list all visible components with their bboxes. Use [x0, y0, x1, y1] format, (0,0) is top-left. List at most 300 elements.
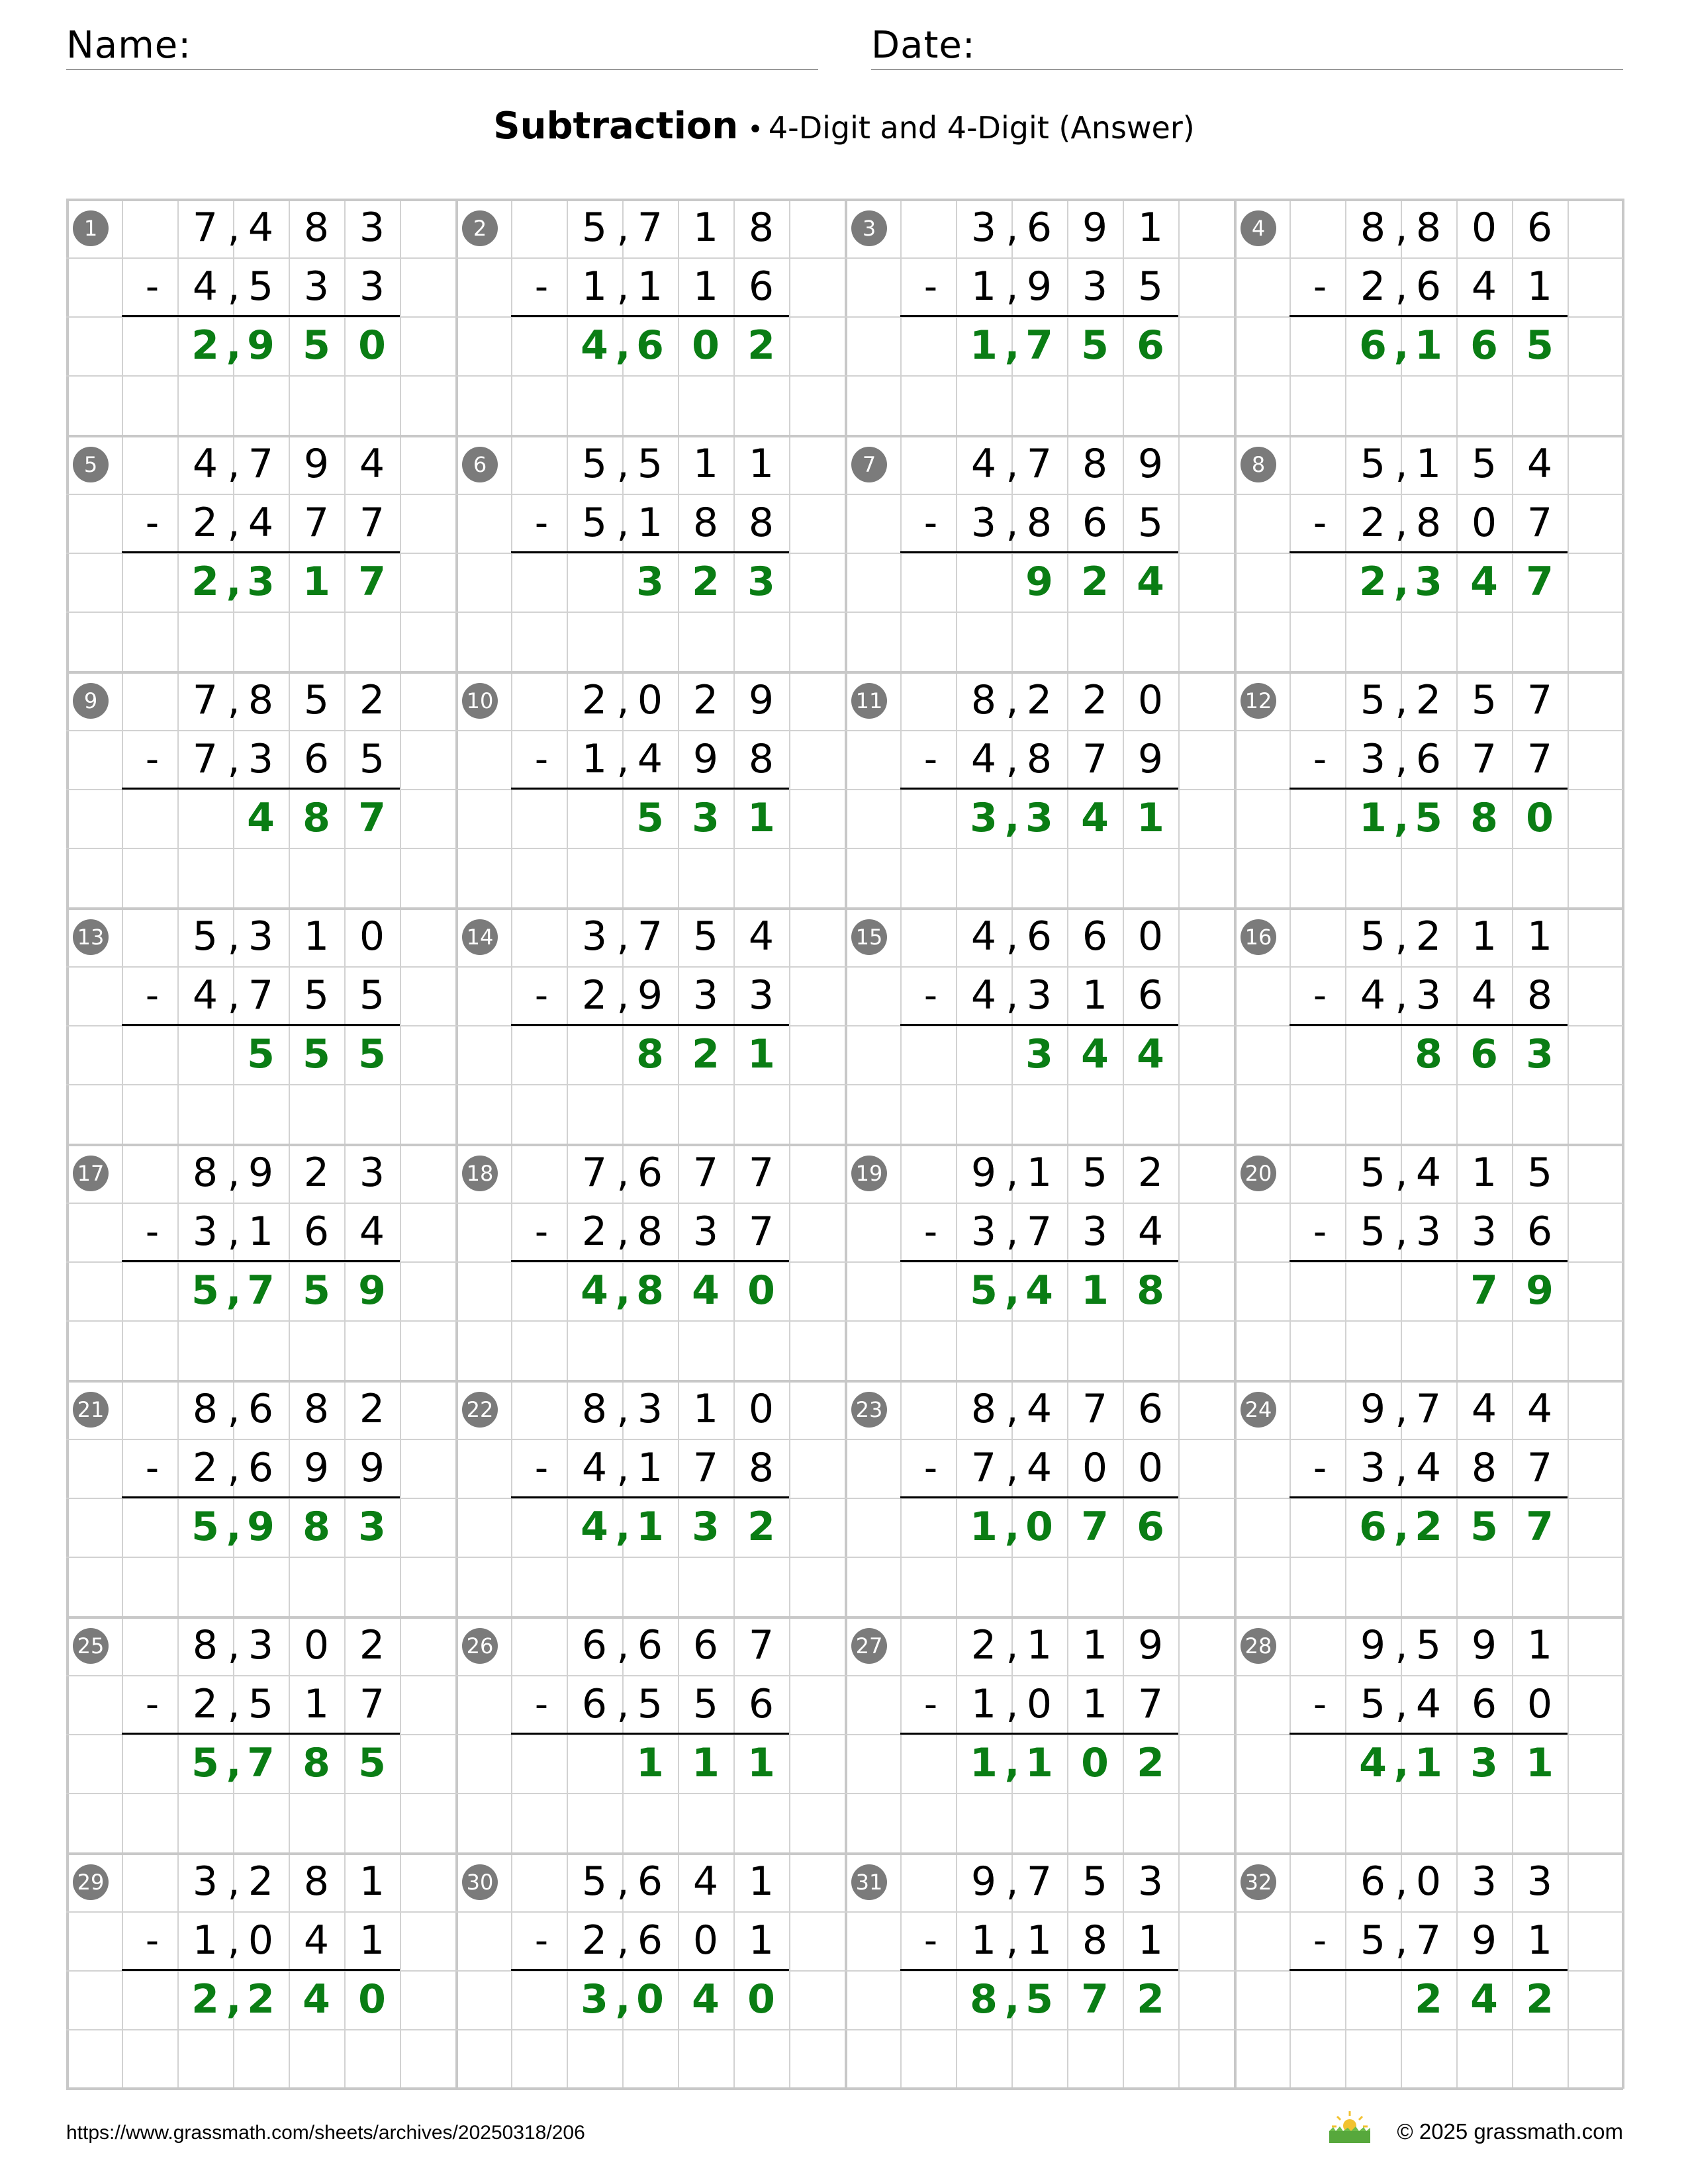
digit: 1: [1137, 205, 1164, 251]
digit: 5: [1471, 677, 1497, 723]
digit: 7: [192, 736, 218, 782]
thousands-comma: ,: [1395, 263, 1408, 310]
digit: 2: [1360, 263, 1386, 310]
digit: 0: [1137, 1445, 1164, 1491]
problem-3: [845, 199, 1234, 435]
thousands-comma: ,: [227, 441, 240, 487]
digit: 9: [1137, 1622, 1164, 1668]
minus-sign: -: [923, 502, 938, 545]
digit: 1: [1526, 263, 1553, 310]
digit: 2: [191, 559, 219, 605]
thousands-comma: ,: [227, 263, 240, 310]
answer: [1345, 1498, 1623, 1557]
digit: 3: [248, 913, 274, 960]
problem-22: [455, 1380, 845, 1616]
digit: 1: [303, 559, 330, 605]
answer: [177, 316, 455, 375]
thousands-comma: ,: [1006, 1858, 1019, 1905]
digit: 2: [1137, 1976, 1164, 2023]
digit: 4: [748, 913, 774, 960]
minuend: [567, 435, 845, 494]
subtrahend: [956, 1675, 1234, 1734]
answer: [177, 1025, 455, 1084]
thousands-comma: ,: [1006, 1917, 1019, 1964]
digit: 0: [747, 1976, 775, 2023]
digit: 2: [1360, 500, 1386, 546]
digit: 0: [747, 1267, 775, 1314]
digit: 0: [1082, 1445, 1108, 1491]
digit: 6: [692, 1622, 719, 1668]
digit: 8: [1137, 1267, 1164, 1314]
digit: 1: [970, 1681, 997, 1727]
digit: 4: [1137, 1031, 1164, 1077]
thousands-comma: ,: [1393, 795, 1409, 841]
minus-sign: -: [1313, 502, 1327, 545]
digit: 3: [970, 1208, 997, 1255]
problem-number-badge: 31: [851, 1864, 887, 1900]
digit: 9: [303, 441, 330, 487]
digit: 7: [637, 913, 663, 960]
digit: 1: [692, 1740, 720, 1786]
digit: 4: [359, 1208, 385, 1255]
digit: 8: [1470, 795, 1498, 841]
thousands-comma: ,: [615, 1976, 631, 2023]
digit: 0: [748, 1386, 774, 1432]
answer: [1345, 1025, 1623, 1084]
problem-17: [66, 1144, 455, 1380]
digit: 6: [303, 736, 330, 782]
problem-14: [455, 907, 845, 1144]
thousands-comma: ,: [1393, 322, 1409, 369]
digit: 0: [636, 1976, 664, 2023]
minuend: [956, 1144, 1234, 1203]
thousands-comma: ,: [616, 1208, 630, 1255]
minus-sign: -: [1313, 1683, 1327, 1726]
minuend: [956, 435, 1234, 494]
digit: 2: [359, 677, 385, 723]
problem-29: [66, 1852, 455, 2089]
digit: 9: [692, 736, 719, 782]
answer: [177, 1498, 455, 1557]
digit: 1: [1026, 1622, 1053, 1668]
digit: 3: [248, 736, 274, 782]
digit: 2: [191, 1976, 219, 2023]
minuend: [956, 1852, 1234, 1911]
answer: [1345, 553, 1623, 612]
digit: 1: [692, 1386, 719, 1432]
digit: 9: [1526, 1267, 1554, 1314]
digit: 9: [1360, 1386, 1386, 1432]
digit: 8: [1026, 736, 1053, 782]
digit: 6: [1526, 1208, 1553, 1255]
digit: 7: [1526, 1445, 1553, 1491]
digit: 3: [1360, 736, 1386, 782]
digit: 3: [692, 1504, 720, 1550]
digit: 5: [303, 677, 330, 723]
digit: 8: [748, 1445, 774, 1491]
digit: 0: [358, 322, 386, 369]
digit: 5: [1360, 913, 1386, 960]
digit: 2: [192, 500, 218, 546]
digit: 3: [1415, 1208, 1442, 1255]
digit: 1: [581, 263, 608, 310]
digit: 5: [358, 1740, 386, 1786]
subtrahend: [1345, 257, 1623, 316]
answer: [1345, 1734, 1623, 1793]
digit: 9: [247, 1504, 275, 1550]
thousands-comma: ,: [1006, 500, 1019, 546]
thousands-comma: ,: [226, 1976, 242, 2023]
answer: [177, 553, 455, 612]
digit: 2: [692, 559, 720, 605]
answer: [567, 1025, 845, 1084]
digit: 7: [1081, 1976, 1109, 2023]
digit: 2: [1137, 1150, 1164, 1196]
digit: 4: [581, 1504, 608, 1550]
problem-28: [1234, 1616, 1623, 1852]
digit: 2: [692, 1031, 720, 1077]
minuend: [1345, 199, 1623, 257]
digit: 3: [970, 205, 997, 251]
digit: 6: [248, 1445, 274, 1491]
thousands-comma: ,: [615, 1504, 631, 1550]
digit: 1: [1082, 1681, 1108, 1727]
thousands-comma: ,: [1006, 1622, 1019, 1668]
problem-number-badge: 5: [73, 447, 109, 482]
digit: 4: [581, 1267, 608, 1314]
digit: 6: [303, 1208, 330, 1255]
problem-number-badge: 27: [851, 1628, 887, 1664]
minus-sign: -: [923, 1919, 938, 1962]
digit: 3: [1025, 795, 1053, 841]
digit: 9: [637, 972, 663, 1019]
minus-sign: -: [1313, 974, 1327, 1017]
digit: 1: [1526, 1740, 1554, 1786]
digit: 5: [191, 1504, 219, 1550]
digit: 8: [192, 1150, 218, 1196]
thousands-comma: ,: [616, 500, 630, 546]
digit: 8: [1026, 500, 1053, 546]
thousands-comma: ,: [1395, 1445, 1408, 1491]
thousands-comma: ,: [1395, 500, 1408, 546]
minus-sign: -: [923, 265, 938, 308]
digit: 1: [1081, 1267, 1109, 1314]
digit: 0: [692, 1917, 719, 1964]
thousands-comma: ,: [227, 1917, 240, 1964]
digit: 8: [970, 1386, 997, 1432]
problem-13: [66, 907, 455, 1144]
digit: 4: [1470, 1976, 1498, 2023]
minus-sign: -: [534, 738, 549, 781]
digit: 4: [1137, 1208, 1164, 1255]
digit: 0: [1137, 677, 1164, 723]
problem-number-badge: 3: [851, 210, 887, 246]
minus-sign: -: [1313, 738, 1327, 781]
minus-sign: -: [145, 1919, 160, 1962]
thousands-comma: ,: [1393, 1740, 1409, 1786]
digit: 6: [1026, 205, 1053, 251]
digit: 1: [1526, 913, 1553, 960]
digit: 3: [581, 913, 608, 960]
problem-number-badge: 11: [851, 683, 887, 719]
problem-21: [66, 1380, 455, 1616]
digit: 2: [1137, 1740, 1164, 1786]
subtrahend: [956, 257, 1234, 316]
digit: 5: [359, 736, 385, 782]
problem-6: [455, 435, 845, 671]
minuend: [1345, 1380, 1623, 1439]
digit: 5: [248, 1681, 274, 1727]
digit: 4: [1081, 1031, 1109, 1077]
problem-number-badge: 16: [1241, 919, 1276, 955]
minuend: [177, 907, 455, 966]
answer: [567, 789, 845, 848]
digit: 5: [1025, 1976, 1053, 2023]
problem-27: [845, 1616, 1234, 1852]
digit: 2: [1526, 1976, 1554, 2023]
thousands-comma: ,: [227, 500, 240, 546]
minuend: [1345, 435, 1623, 494]
thousands-comma: ,: [227, 972, 240, 1019]
minuend: [177, 1852, 455, 1911]
problem-30: [455, 1852, 845, 2089]
problem-number-badge: 26: [462, 1628, 498, 1664]
problem-number-badge: 18: [462, 1156, 498, 1191]
digit: 2: [581, 1917, 608, 1964]
answer: [956, 1025, 1234, 1084]
digit: 4: [248, 500, 274, 546]
digit: 8: [303, 205, 330, 251]
digit: 4: [1526, 1386, 1553, 1432]
thousands-comma: ,: [226, 1504, 242, 1550]
digit: 1: [303, 1681, 330, 1727]
digit: 2: [1415, 913, 1442, 960]
digit: 5: [637, 1681, 663, 1727]
digit: 0: [303, 1622, 330, 1668]
digit: [1401, 1261, 1456, 1320]
problem-number-badge: 20: [1241, 1156, 1276, 1191]
digit: 1: [581, 736, 608, 782]
minuend: [1345, 1852, 1623, 1911]
digit: 4: [692, 1976, 720, 2023]
minuend: [567, 671, 845, 730]
subtrahend: [1345, 966, 1623, 1025]
minus-sign: -: [923, 1447, 938, 1490]
minus-sign: -: [1313, 265, 1327, 308]
thousands-comma: ,: [616, 1150, 630, 1196]
minuend: [956, 1616, 1234, 1675]
problem-24: [1234, 1380, 1623, 1616]
digit: 1: [636, 1740, 664, 1786]
digit: 7: [1082, 736, 1108, 782]
subtrahend: [177, 257, 455, 316]
digit: 1: [970, 263, 997, 310]
digit: 8: [748, 205, 774, 251]
thousands-comma: ,: [1395, 736, 1408, 782]
problem-25: [66, 1616, 455, 1852]
digit: 4: [1526, 441, 1553, 487]
digit: 3: [248, 1622, 274, 1668]
digit: 5: [303, 322, 330, 369]
digit: 5: [1360, 441, 1386, 487]
digit: 4: [1415, 1445, 1442, 1491]
digit: 7: [1526, 736, 1553, 782]
subtrahend: [177, 494, 455, 553]
problem-4: [1234, 199, 1623, 435]
problem-11: [845, 671, 1234, 907]
thousands-comma: ,: [616, 972, 630, 1019]
minus-sign: -: [534, 265, 549, 308]
thousands-comma: ,: [227, 1386, 240, 1432]
subtrahend: [1345, 1675, 1623, 1734]
problem-1: [66, 199, 455, 435]
problem-2: [455, 199, 845, 435]
digit: 9: [1360, 1622, 1386, 1668]
answer: [567, 553, 845, 612]
digit: 5: [1082, 1150, 1108, 1196]
thousands-comma: ,: [1006, 1208, 1019, 1255]
digit: 8: [1082, 441, 1108, 487]
digit: 1: [1359, 795, 1387, 841]
digit: 2: [247, 1976, 275, 2023]
footer-copyright: © 2025 grassmath.com: [1397, 2119, 1623, 2144]
digit: 3: [1137, 1858, 1164, 1905]
digit: 1: [748, 1858, 774, 1905]
digit: 8: [581, 1386, 608, 1432]
problem-number-badge: 15: [851, 919, 887, 955]
digit: 6: [637, 1917, 663, 1964]
thousands-comma: ,: [226, 559, 242, 605]
digit: 7: [692, 1150, 719, 1196]
problem-number-badge: 10: [462, 683, 498, 719]
digit: 9: [970, 1858, 997, 1905]
title-main: Subtraction: [493, 105, 739, 148]
digit: 5: [358, 1031, 386, 1077]
digit: 5: [692, 913, 719, 960]
minuend: [956, 907, 1234, 966]
thousands-comma: ,: [1004, 1976, 1020, 2023]
problem-32: [1234, 1852, 1623, 2089]
minus-sign: -: [145, 974, 160, 1017]
minuend: [567, 1380, 845, 1439]
digit: 8: [303, 1740, 330, 1786]
digit: 1: [1415, 1740, 1442, 1786]
digit: 3: [970, 795, 998, 841]
digit: 4: [359, 441, 385, 487]
digit: 6: [637, 1622, 663, 1668]
digit: 1: [636, 1504, 664, 1550]
digit: 1: [192, 1917, 218, 1964]
digit: 0: [1137, 913, 1164, 960]
name-field: [66, 20, 818, 70]
digit: 5: [1526, 1150, 1553, 1196]
minuend: [1345, 1616, 1623, 1675]
minus-sign: -: [923, 738, 938, 781]
digit: 1: [692, 263, 719, 310]
thousands-comma: ,: [616, 1445, 630, 1491]
digit: 5: [1137, 500, 1164, 546]
digit: 8: [303, 1504, 330, 1550]
digit: 0: [1081, 1740, 1109, 1786]
problem-number-badge: 29: [73, 1864, 109, 1900]
problem-26: [455, 1616, 845, 1852]
minuend: [567, 199, 845, 257]
subtrahend: [177, 1203, 455, 1261]
digit: 8: [970, 1976, 998, 2023]
digit: 9: [1026, 263, 1053, 310]
digit: 7: [359, 1681, 385, 1727]
digit: 5: [581, 500, 608, 546]
digit: 9: [248, 1150, 274, 1196]
minus-sign: -: [1313, 1210, 1327, 1253]
minuend: [1345, 671, 1623, 730]
digit: 3: [747, 559, 775, 605]
digit: 4: [692, 1267, 720, 1314]
digit: 2: [191, 322, 219, 369]
digit: 5: [970, 1267, 998, 1314]
problem-number-badge: 17: [73, 1156, 109, 1191]
digit: 3: [1471, 1208, 1497, 1255]
subtrahend: [956, 1439, 1234, 1498]
digit: 8: [303, 1386, 330, 1432]
title-bullet: •: [747, 114, 763, 145]
digit: 3: [1082, 1208, 1108, 1255]
digit: 7: [692, 1445, 719, 1491]
minus-sign: -: [145, 1210, 160, 1253]
problem-number-badge: 23: [851, 1392, 887, 1428]
digit: 3: [1025, 1031, 1053, 1077]
problem-19: [845, 1144, 1234, 1380]
thousands-comma: ,: [1393, 559, 1409, 605]
subtrahend: [567, 1911, 845, 1970]
digit: 8: [748, 500, 774, 546]
thousands-comma: ,: [1006, 1681, 1019, 1727]
digit: 8: [636, 1031, 664, 1077]
minus-sign: -: [534, 974, 549, 1017]
subtrahend: [567, 1439, 845, 1498]
digit: 3: [692, 972, 719, 1019]
digit: 4: [248, 205, 274, 251]
digit: 1: [1415, 322, 1442, 369]
digit: 5: [1415, 795, 1442, 841]
digit: 7: [1526, 500, 1553, 546]
digit: 4: [1026, 1386, 1053, 1432]
digit: 2: [1415, 1976, 1442, 2023]
digit: 9: [303, 1445, 330, 1491]
minuend: [1345, 907, 1623, 966]
digit: 5: [637, 441, 663, 487]
digit: 9: [1137, 736, 1164, 782]
digit: 0: [1471, 500, 1497, 546]
digit: 5: [1470, 1504, 1498, 1550]
answer: [956, 1970, 1234, 2029]
digit: 4: [1025, 1267, 1053, 1314]
subtrahend: [956, 730, 1234, 789]
thousands-comma: ,: [1004, 1504, 1020, 1550]
problem-15: [845, 907, 1234, 1144]
answer: [567, 1734, 845, 1793]
problem-number-badge: 30: [462, 1864, 498, 1900]
digit: 2: [303, 1150, 330, 1196]
digit: 3: [1026, 972, 1053, 1019]
digit: 7: [248, 441, 274, 487]
thousands-comma: ,: [227, 1445, 240, 1491]
thousands-comma: ,: [1395, 677, 1408, 723]
subtrahend: [1345, 494, 1623, 553]
digit: 8: [636, 1267, 664, 1314]
digit: 7: [1415, 1386, 1442, 1432]
digit: 6: [1415, 736, 1442, 782]
